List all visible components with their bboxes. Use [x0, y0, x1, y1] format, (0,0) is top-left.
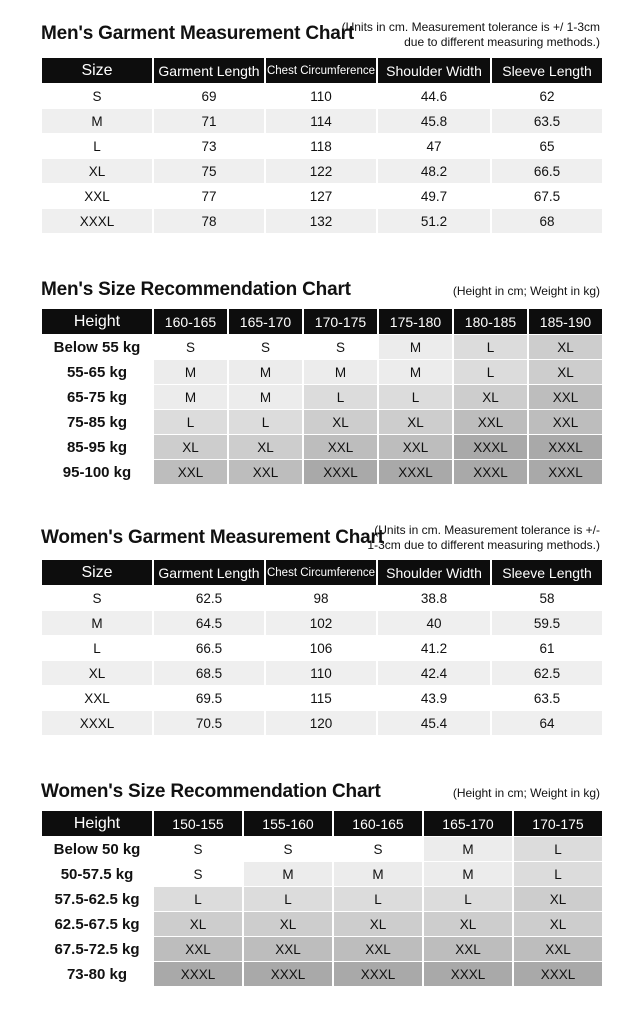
measurement-cell: 106	[266, 636, 376, 660]
measurement-cell: 41.2	[378, 636, 490, 660]
measurement-cell: 69	[154, 84, 264, 108]
measurement-cell: 73	[154, 134, 264, 158]
header-cell: Chest Circumference	[266, 560, 376, 585]
women-garment-note-line1: (Units in cm. Measurement tolerance is +/-	[374, 523, 600, 537]
size-recommendation-cell: XL	[244, 912, 332, 936]
size-cell: XL	[42, 661, 152, 685]
size-recommendation-cell: XXL	[514, 937, 602, 961]
size-recommendation-cell: XL	[514, 887, 602, 911]
measurement-cell: 61	[492, 636, 602, 660]
men-garment-note	[342, 20, 600, 50]
header-cell: Chest Circumference	[266, 58, 376, 83]
table-row	[42, 912, 602, 936]
men-reco-table	[40, 308, 604, 485]
table-row	[42, 686, 602, 710]
size-recommendation-cell: XXL	[229, 460, 302, 484]
table-row	[42, 335, 602, 359]
size-recommendation-cell: L	[379, 385, 452, 409]
table-row	[42, 460, 602, 484]
measurement-cell: 45.4	[378, 711, 490, 735]
measurement-cell: 66.5	[492, 159, 602, 183]
size-cell: M	[42, 611, 152, 635]
size-recommendation-cell: M	[424, 837, 512, 861]
size-recommendation-cell: XXL	[334, 937, 422, 961]
table-row	[42, 837, 602, 861]
measurement-cell: 63.5	[492, 109, 602, 133]
measurement-cell: 43.9	[378, 686, 490, 710]
measurement-cell: 71	[154, 109, 264, 133]
women-reco-table	[40, 810, 604, 987]
size-recommendation-cell: M	[229, 360, 302, 384]
table-row	[42, 661, 602, 685]
header-cell: 160-165	[334, 811, 422, 836]
size-recommendation-cell: L	[454, 360, 527, 384]
weight-label: Below 50 kg	[42, 837, 152, 861]
size-recommendation-cell: M	[229, 385, 302, 409]
women-garment-note-line2: 1-3cm due to different measuring methods.)	[367, 538, 600, 552]
men-reco-note: (Height in cm; Weight in kg)	[452, 284, 600, 298]
table-row	[42, 937, 602, 961]
measurement-cell: 110	[266, 84, 376, 108]
header-cell: Height	[42, 811, 152, 836]
measurement-cell: 67.5	[492, 184, 602, 208]
measurement-cell: 70.5	[154, 711, 264, 735]
size-recommendation-cell: XXXL	[304, 460, 377, 484]
measurement-cell: 66.5	[154, 636, 264, 660]
size-recommendation-cell: M	[379, 360, 452, 384]
header-cell: 150-155	[154, 811, 242, 836]
measurement-cell: 102	[266, 611, 376, 635]
size-recommendation-cell: XL	[529, 335, 602, 359]
size-recommendation-cell: XL	[424, 912, 512, 936]
table-row	[42, 887, 602, 911]
header-cell: Garment Length	[154, 560, 264, 585]
measurement-cell: 38.8	[378, 586, 490, 610]
size-recommendation-cell: S	[334, 837, 422, 861]
size-cell: M	[42, 109, 152, 133]
measurement-cell: 65	[492, 134, 602, 158]
table-header-row	[42, 811, 602, 836]
men-garment-title: Men's Garment Measurement Chart	[41, 23, 354, 44]
women-reco-title: Women's Size Recommendation Chart	[41, 781, 381, 802]
measurement-cell: 62.5	[492, 661, 602, 685]
size-recommendation-cell: XXXL	[514, 962, 602, 986]
weight-label: 57.5-62.5 kg	[42, 887, 152, 911]
size-recommendation-cell: XXXL	[454, 460, 527, 484]
measurement-cell: 69.5	[154, 686, 264, 710]
size-recommendation-cell: M	[244, 862, 332, 886]
measurement-cell: 132	[266, 209, 376, 233]
measurement-cell: 114	[266, 109, 376, 133]
measurement-cell: 110	[266, 661, 376, 685]
men-garment-note-line1: (Units in cm. Measurement tolerance is +/ 1-3cm	[341, 20, 600, 34]
size-recommendation-cell: XL	[154, 435, 227, 459]
header-cell: 155-160	[244, 811, 332, 836]
men-garment-table	[40, 57, 604, 234]
size-recommendation-cell: L	[244, 887, 332, 911]
table-row	[42, 109, 602, 133]
size-recommendation-cell: XXL	[304, 435, 377, 459]
header-cell: Sleeve Length	[492, 58, 602, 83]
men-garment-note-line2: due to different measuring methods.)	[404, 35, 600, 49]
header-cell: 160-165	[154, 309, 227, 334]
size-recommendation-cell: L	[304, 385, 377, 409]
size-recommendation-cell: XL	[379, 410, 452, 434]
size-recommendation-cell: XXL	[244, 937, 332, 961]
measurement-cell: 63.5	[492, 686, 602, 710]
measurement-cell: 47	[378, 134, 490, 158]
size-recommendation-cell: XXXL	[454, 435, 527, 459]
header-cell: 170-175	[304, 309, 377, 334]
size-recommendation-cell: XXL	[154, 460, 227, 484]
table-row	[42, 184, 602, 208]
header-cell: Shoulder Width	[378, 58, 490, 83]
size-recommendation-cell: L	[424, 887, 512, 911]
header-cell: Shoulder Width	[378, 560, 490, 585]
table-row	[42, 962, 602, 986]
size-recommendation-cell: XL	[529, 360, 602, 384]
women-garment-title: Women's Garment Measurement Chart	[41, 527, 384, 548]
size-recommendation-cell: XL	[154, 912, 242, 936]
size-recommendation-cell: L	[514, 862, 602, 886]
measurement-cell: 122	[266, 159, 376, 183]
measurement-cell: 68.5	[154, 661, 264, 685]
size-recommendation-cell: M	[334, 862, 422, 886]
size-recommendation-cell: S	[154, 862, 242, 886]
size-recommendation-cell: L	[154, 887, 242, 911]
measurement-cell: 51.2	[378, 209, 490, 233]
size-cell: XXL	[42, 686, 152, 710]
table-header-row	[42, 560, 602, 585]
header-cell: Height	[42, 309, 152, 334]
size-recommendation-cell: L	[514, 837, 602, 861]
size-recommendation-cell: XL	[334, 912, 422, 936]
size-recommendation-cell: XXXL	[424, 962, 512, 986]
table-row	[42, 360, 602, 384]
measurement-cell: 42.4	[378, 661, 490, 685]
measurement-cell: 78	[154, 209, 264, 233]
measurement-cell: 45.8	[378, 109, 490, 133]
women-garment-table	[40, 559, 604, 736]
size-recommendation-cell: M	[154, 360, 227, 384]
measurement-cell: 98	[266, 586, 376, 610]
size-recommendation-cell: S	[304, 335, 377, 359]
measurement-cell: 127	[266, 184, 376, 208]
header-cell: 185-190	[529, 309, 602, 334]
measurement-cell: 62.5	[154, 586, 264, 610]
size-recommendation-cell: XL	[514, 912, 602, 936]
table-row	[42, 159, 602, 183]
table-row	[42, 410, 602, 434]
weight-label: 75-85 kg	[42, 410, 152, 434]
weight-label: Below 55 kg	[42, 335, 152, 359]
size-recommendation-cell: S	[154, 837, 242, 861]
measurement-cell: 40	[378, 611, 490, 635]
size-recommendation-cell: L	[334, 887, 422, 911]
weight-label: 65-75 kg	[42, 385, 152, 409]
measurement-cell: 48.2	[378, 159, 490, 183]
size-recommendation-cell: XL	[304, 410, 377, 434]
table-header-row	[42, 309, 602, 334]
header-cell: 170-175	[514, 811, 602, 836]
size-recommendation-cell: XXL	[454, 410, 527, 434]
size-recommendation-cell: XXXL	[379, 460, 452, 484]
measurement-cell: 77	[154, 184, 264, 208]
size-recommendation-cell: XXXL	[244, 962, 332, 986]
measurement-cell: 68	[492, 209, 602, 233]
size-recommendation-cell: L	[229, 410, 302, 434]
header-cell: Size	[42, 560, 152, 585]
header-cell: 180-185	[454, 309, 527, 334]
table-row	[42, 636, 602, 660]
header-cell: 165-170	[229, 309, 302, 334]
weight-label: 67.5-72.5 kg	[42, 937, 152, 961]
header-cell: Size	[42, 58, 152, 83]
size-recommendation-cell: M	[379, 335, 452, 359]
size-cell: XL	[42, 159, 152, 183]
size-cell: L	[42, 636, 152, 660]
weight-label: 62.5-67.5 kg	[42, 912, 152, 936]
header-cell: Sleeve Length	[492, 560, 602, 585]
size-recommendation-cell: XXL	[379, 435, 452, 459]
size-cell: XXL	[42, 184, 152, 208]
measurement-cell: 118	[266, 134, 376, 158]
weight-label: 85-95 kg	[42, 435, 152, 459]
size-recommendation-cell: XXXL	[529, 460, 602, 484]
women-garment-note	[367, 523, 600, 553]
size-recommendation-cell: XL	[454, 385, 527, 409]
weight-label: 55-65 kg	[42, 360, 152, 384]
table-row	[42, 711, 602, 735]
size-recommendation-cell: M	[154, 385, 227, 409]
measurement-cell: 64.5	[154, 611, 264, 635]
header-cell: 165-170	[424, 811, 512, 836]
table-row	[42, 209, 602, 233]
measurement-cell: 75	[154, 159, 264, 183]
header-cell: 175-180	[379, 309, 452, 334]
size-recommendation-cell: M	[424, 862, 512, 886]
size-recommendation-cell: XXL	[154, 937, 242, 961]
size-cell: XXXL	[42, 711, 152, 735]
measurement-cell: 59.5	[492, 611, 602, 635]
size-recommendation-cell: M	[304, 360, 377, 384]
measurement-cell: 64	[492, 711, 602, 735]
size-recommendation-cell: XXXL	[334, 962, 422, 986]
measurement-cell: 120	[266, 711, 376, 735]
header-cell: Garment Length	[154, 58, 264, 83]
size-recommendation-cell: XL	[229, 435, 302, 459]
measurement-cell: 115	[266, 686, 376, 710]
table-row	[42, 586, 602, 610]
size-recommendation-cell: XXL	[529, 385, 602, 409]
measurement-cell: 62	[492, 84, 602, 108]
size-recommendation-cell: XXXL	[154, 962, 242, 986]
size-recommendation-cell: S	[154, 335, 227, 359]
weight-label: 73-80 kg	[42, 962, 152, 986]
size-cell: S	[42, 586, 152, 610]
weight-label: 50-57.5 kg	[42, 862, 152, 886]
size-cell: XXXL	[42, 209, 152, 233]
table-row	[42, 385, 602, 409]
table-row	[42, 84, 602, 108]
size-cell: S	[42, 84, 152, 108]
size-cell: L	[42, 134, 152, 158]
size-recommendation-cell: L	[454, 335, 527, 359]
size-recommendation-cell: S	[229, 335, 302, 359]
size-recommendation-cell: L	[154, 410, 227, 434]
measurement-cell: 58	[492, 586, 602, 610]
women-reco-note: (Height in cm; Weight in kg)	[452, 786, 600, 800]
size-recommendation-cell: XXL	[424, 937, 512, 961]
table-row	[42, 611, 602, 635]
size-recommendation-cell: XXL	[529, 410, 602, 434]
measurement-cell: 49.7	[378, 184, 490, 208]
size-recommendation-cell: S	[244, 837, 332, 861]
table-row	[42, 435, 602, 459]
table-row	[42, 862, 602, 886]
men-reco-title: Men's Size Recommendation Chart	[41, 279, 351, 300]
size-recommendation-cell: XXXL	[529, 435, 602, 459]
table-row	[42, 134, 602, 158]
measurement-cell: 44.6	[378, 84, 490, 108]
weight-label: 95-100 kg	[42, 460, 152, 484]
table-header-row	[42, 58, 602, 83]
